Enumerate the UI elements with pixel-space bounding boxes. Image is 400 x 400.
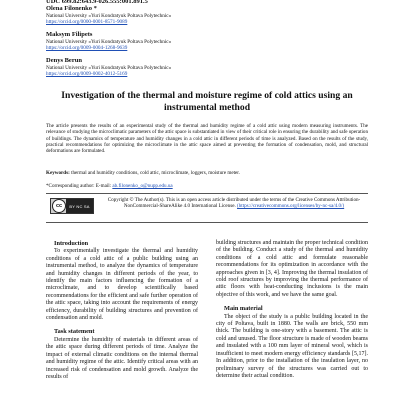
abstract: The article presents the results of an experimental study of the thermal and humidity regime of a cold attic using modern measuring instruments. The relevance of studying the microclimatic parameters of the attic space is substantiated in view of their critical role in ensuring the durability and safe operation of buildings. The dynamics of temperature and humidity changes in a cold attic in different periods of time is analyzed. Based on the results of the study, practical recommendations for optimizing the microclimate in the attic space aimed at preventing the formation of condensation, mold, and structural deformations are formulated. bbox=[46, 123, 368, 155]
corresp-label: *Corresponding author: E-mail: bbox=[46, 183, 112, 189]
left-column bbox=[46, 240, 198, 381]
corresponding-author bbox=[46, 183, 368, 189]
keywords-label: Keywords: bbox=[46, 170, 70, 176]
material-heading: Main material bbox=[224, 305, 263, 313]
right-paragraph: building structures and maintain the proper technical condition of the building. Conduct a study of the thermal and humidity conditions of a cold attic and formulate reasonable recommendations for its optimization in accordance with the approaches given in [3, 4]. Improving the thermal insulation of cold roof structures by improving the thermal performance of attic floors with heat-conducting inclusions is the main objective of this work, and we have the same goal. bbox=[216, 240, 368, 298]
material-paragraph: The object of the study is a public building located in the city of Poltava, built in 1880. The walls are brick, 550 mm thick. The building is one-story with a basement. The attic is cold and unused. The floor structure is made of wooden beams and insulated with a 100 mm layer of mineral wool, which is insufficient to meet modern energy efficiency standards [5,17]. In addition, prior to the installation of the insulation layer, no preliminary survey of the structures was carried out to determine their actual condition. bbox=[216, 313, 368, 379]
copyright-notice bbox=[100, 197, 368, 210]
author-block-1 bbox=[46, 6, 171, 26]
divider bbox=[46, 222, 368, 223]
copyright-text: Copyright © The Author(s). This is an open access article distributed under the terms of the Creative Commons Attribution-NonCommercial-ShareAlike 4.0 International License. bbox=[107, 197, 361, 210]
cc-license-tags: BY NC SA bbox=[66, 199, 93, 213]
author-name: Denys Berun bbox=[46, 57, 82, 64]
cc-icon: cc bbox=[52, 199, 66, 213]
author-affiliation: National University «Yuri Kondratyuk Poltava Polytechnic» bbox=[46, 64, 172, 71]
author-block-3 bbox=[46, 58, 171, 78]
corresp-email-link[interactable]: ab.filonenko_o@nupp.edu.ua bbox=[112, 183, 173, 189]
paper-title: Investigation of the thermal and moisture regime of cold attics using an instrumental method bbox=[61, 90, 353, 113]
task-heading: Task statement bbox=[54, 328, 95, 336]
intro-paragraph: To experimentally investigate the thermal and humidity conditions of a cold attic of a public building using an instrumental method, to analyze the dynamics of temperature and humidity changes in different periods of the year, to identify the main factors influencing the formation of a microclimate, and to develop scientifically based recommendations for the efficient and safe further operation of the attic space, taking into account the requirements of energy efficiency, durability of building structures and prevention of condensation and mold. bbox=[46, 248, 198, 322]
divider bbox=[46, 193, 368, 194]
license-link[interactable]: (https://creativecommons.org/licenses/by-nc-sa/4.0/) bbox=[237, 203, 345, 210]
author-block-2 bbox=[46, 32, 171, 52]
author-affiliation: National University «Yuri Kondratyuk Poltava Polytechnic» bbox=[46, 38, 172, 45]
cc-license-logo[interactable] bbox=[50, 198, 94, 214]
right-column bbox=[216, 240, 368, 380]
intro-heading: Introduction bbox=[54, 240, 89, 247]
author-affiliation: National University «Yuri Kondratyuk Poltava Polytechnic» bbox=[46, 12, 172, 19]
author-orcid-link[interactable]: https://orcid.org/0009-0004-1268-9639 bbox=[46, 45, 128, 52]
author-orcid-link[interactable]: https://orcid.org/0000-0001-8571-9089 bbox=[46, 19, 128, 26]
udc-code: UDC 699.82:643.9-026.555:001.891.5 bbox=[46, 0, 148, 5]
keywords bbox=[46, 170, 368, 176]
author-name: Maksym Filipets bbox=[46, 31, 93, 38]
keywords-text: thermal and humidity conditions, cold attic, microclimate, loggers, moisture meter. bbox=[71, 170, 240, 176]
task-paragraph: Determine the humidity of materials in different areas of the attic space during different periods of time. Analyze the impact of external climatic conditions on the internal thermal and humidity regime of the attic. Identify critical areas with an increased risk of condensation and mold growth. Analyze the results of bbox=[46, 336, 198, 380]
author-name: Olena Filonenko * bbox=[46, 5, 97, 12]
author-orcid-link[interactable]: https://orcid.org/0009-0002-4012-5169 bbox=[46, 71, 128, 78]
